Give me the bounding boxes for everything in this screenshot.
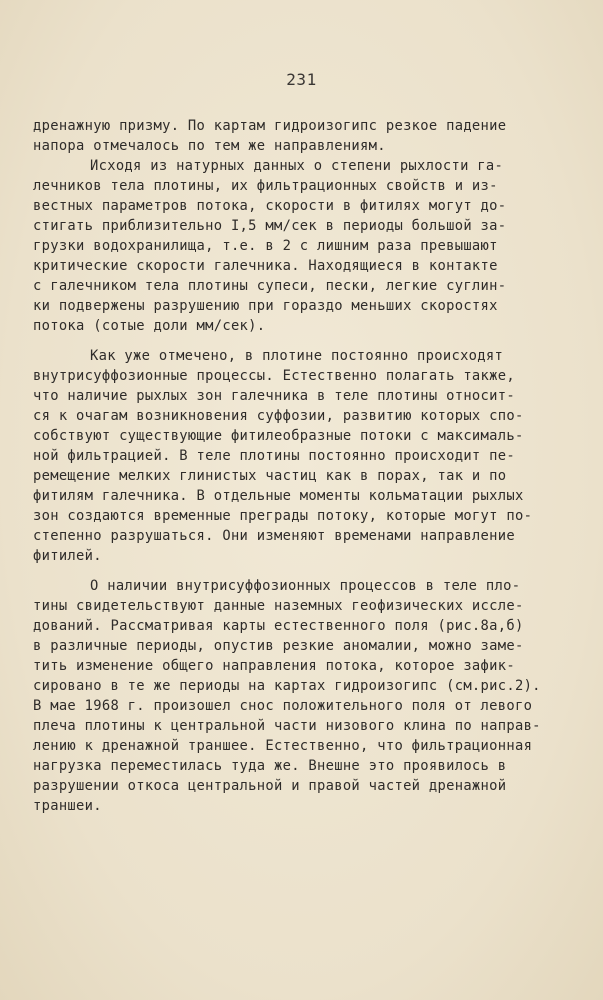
text-line: фитилям галечника. В отдельные моменты кольматации рыхлых [33, 488, 524, 504]
text-line: плеча плотины к центральной части низового клина по направ- [33, 718, 541, 734]
page-number: 231 [286, 70, 317, 89]
text-line: лечников тела плотины, их фильтрационных свойств и из- [33, 178, 498, 194]
text-line: В мае 1968 г. произошел снос положительного поля от левого [33, 698, 533, 714]
text-line: Исходя из натурных данных о степени рыхлости га- [90, 158, 504, 174]
text-line: зон создаются временные преграды потоку, которые могут по- [33, 508, 533, 524]
text-line: дренажную призму. По картам гидроизогипс резкое падение [33, 118, 507, 134]
text-line: критические скорости галечника. Находящиеся в контакте [33, 258, 498, 274]
text-line: тить изменение общего направления потока, которое зафик- [33, 658, 515, 674]
text-line: собствуют существующие фитилеобразные потоки с максималь- [33, 428, 524, 444]
text-line: потока (сотые доли мм/сек). [33, 318, 266, 334]
text-line: внутрисуффозионные процессы. Естественно полагать также, [33, 368, 515, 384]
text-line: нагрузка переместилась туда же. Внешне это проявилось в [33, 758, 507, 774]
text-line: ремещение мелких глинистых частиц как в порах, так и по [33, 468, 507, 484]
text-line: разрушении откоса центральной и правой частей дренажной [33, 778, 507, 794]
text-line: ной фильтрацией. В теле плотины постоянно происходит пе- [33, 448, 515, 464]
text-line: ся к очагам возникновения суффозии, развитию которых спо- [33, 408, 524, 424]
text-line: стигать приблизительно I,5 мм/сек в периоды большой за- [33, 218, 507, 234]
text-line: тины свидетельствуют данные наземных геофизических иссле- [33, 598, 524, 614]
text-line: напора отмечалось по тем же направлениям. [33, 138, 386, 154]
text-line: в различные периоды, опустив резкие аномалии, можно заме- [33, 638, 524, 654]
text-line: грузки водохранилища, т.е. в 2 с лишним раза превышают [33, 238, 498, 254]
text-line: что наличие рыхлых зон галечника в теле плотины относит- [33, 388, 515, 404]
text-line: с галечником тела плотины супеси, пески, легкие суглин- [33, 278, 507, 294]
text-line: О наличии внутрисуффозионных процессов в теле пло- [90, 578, 521, 594]
text-line: степенно разрушаться. Они изменяют временами направление [33, 528, 515, 544]
text-line: траншеи. [33, 798, 102, 814]
text-line: вестных параметров потока, скорости в фитилях могут до- [33, 198, 507, 214]
text-line: Как уже отмечено, в плотине постоянно происходят [90, 348, 504, 364]
text-line: ки подвержены разрушению при гораздо меньших скоростях [33, 298, 498, 314]
text-line: лению к дренажной траншее. Естественно, что фильтрационная [33, 738, 533, 754]
text-line: фитилей. [33, 548, 102, 564]
text-line: дований. Рассматривая карты естественного поля (рис.8а,б) [33, 618, 524, 634]
text-line: сировано в те же периоды на картах гидроизогипс (см.рис.2). [33, 678, 541, 694]
